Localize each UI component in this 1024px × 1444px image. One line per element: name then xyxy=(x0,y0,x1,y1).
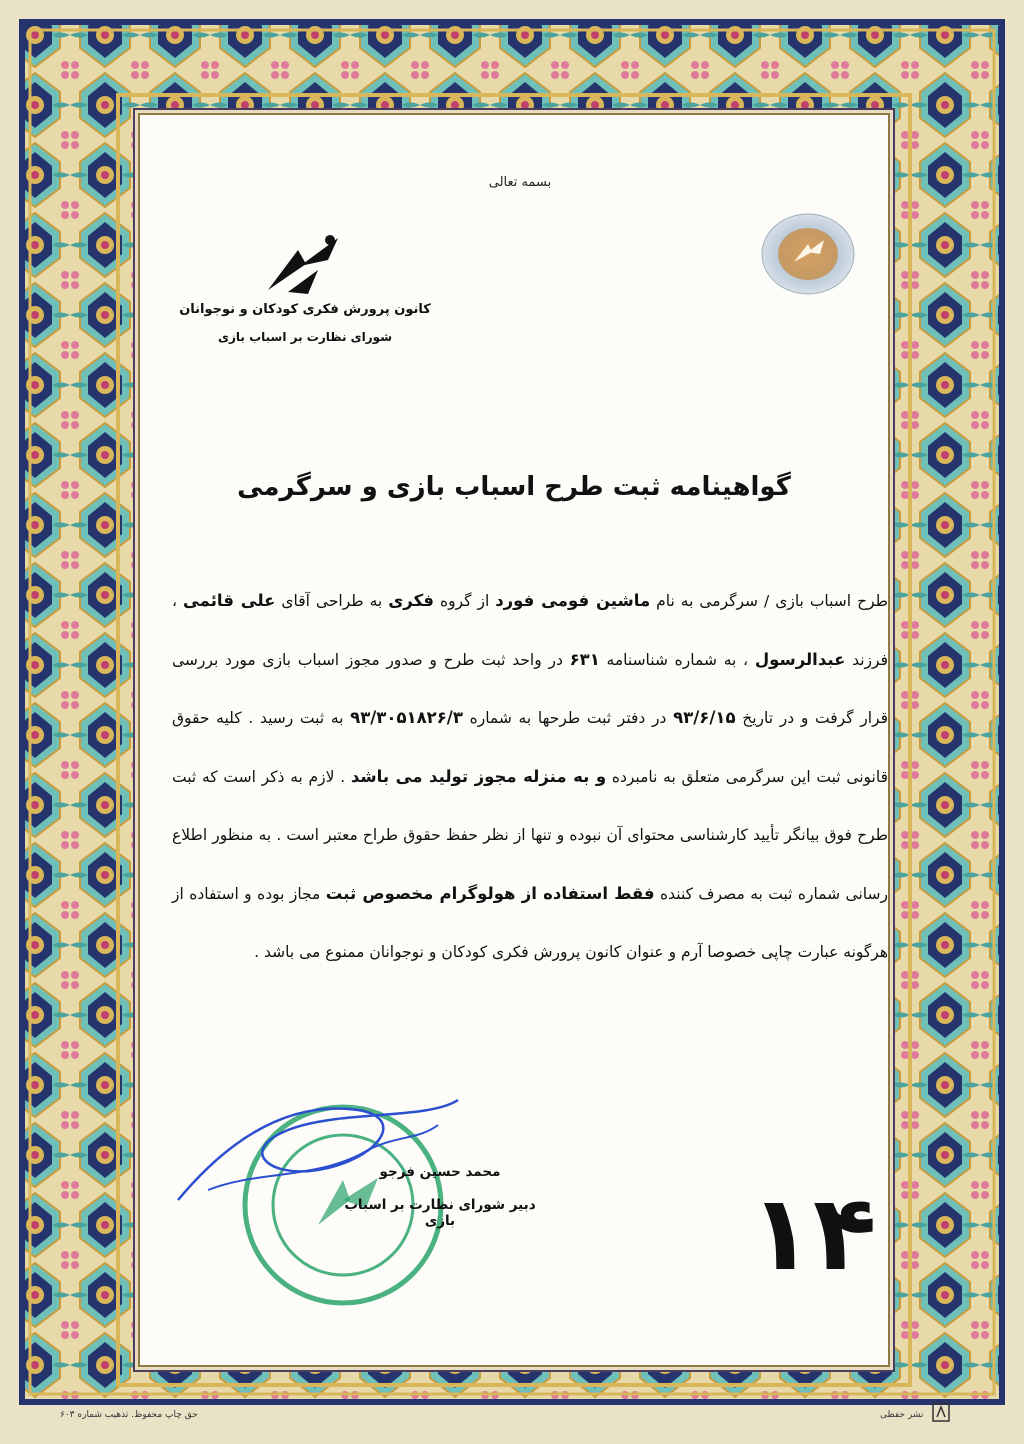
father-name: عبدالرسول xyxy=(754,649,846,669)
certificate-body xyxy=(172,572,888,982)
toy-group: فکری xyxy=(388,591,434,610)
page-number: ۱۴ xyxy=(749,1172,877,1294)
registration-number: ۹۳/۳۰۵۱۸۲۶/۳ xyxy=(350,708,463,727)
organization-name: کانون پرورش فکری کودکان و نوجوانان xyxy=(179,302,431,317)
footer-publisher: نشر حفظی xyxy=(880,1410,924,1420)
registration-date: ۹۳/۶/۱۵ xyxy=(673,708,736,727)
body-segment: . لازم به ذکر است که ثبت طرح فوق بیانگر تأیید کارشناسی محتوای آن نبوده و تنها از نظر حفظ حقوق طراح معتبر است . به منظور اطلاع رسانی شماره ثبت به مصرف کننده xyxy=(172,767,888,903)
hologram-clause: فقط استفاده از هولوگرام مخصوص ثبت xyxy=(325,883,655,903)
council-name: شورای نظارت بر اسباب بازی xyxy=(218,330,392,344)
body-segment: مجاز بوده و استفاده از هرگونه عبارت چاپی خصوصا آرم و عنوان کانون پرورش فکری کودکان و نوجوانان ممنوع می باشد . xyxy=(172,884,888,961)
kanoon-bird-logo xyxy=(258,230,348,300)
invocation-text: بسمه تعالی xyxy=(488,175,552,190)
body-segment: در دفتر ثبت طرحها به شماره xyxy=(462,709,674,727)
body-segment: در واحد ثبت طرح و صدور مجوز اسباب بازی مورد بررسی قرار گرفت و در تاریخ xyxy=(172,650,888,727)
body-segment: ، به شماره شناسنامه xyxy=(599,650,755,669)
body-segment: به طراحی آقای xyxy=(275,592,389,610)
publisher-logo-icon xyxy=(932,1402,950,1422)
toy-name: ماشین فومی فورد xyxy=(495,591,651,610)
body-segment: از گروه xyxy=(433,592,496,610)
id-number: ۶۳۱ xyxy=(569,649,600,669)
body-segment: به ثبت رسید . کلیه حقوق قانونی ثبت این سرگرمی متعلق به نامبرده xyxy=(172,709,889,786)
signer-title: دبیر شورای نظارت بر اسباب بازی xyxy=(344,1197,536,1229)
signer-name: محمد حسین فرجو xyxy=(379,1164,501,1180)
body-segment: طرح اسباب بازی / سرگرمی به نام xyxy=(650,592,888,610)
hologram-seal-icon xyxy=(758,210,858,298)
footer-copyright: حق چاپ محفوظ. تذهیب شماره ۶۰۳ xyxy=(60,1410,198,1420)
license-clause: و به منزله مجوز تولید می باشد xyxy=(350,766,607,786)
body-segment: ، فرزند xyxy=(172,592,888,669)
designer-name: علی قائمی xyxy=(182,591,276,610)
certificate-title: گواهینامه ثبت طرح اسباب بازی و سرگرمی xyxy=(237,472,791,502)
